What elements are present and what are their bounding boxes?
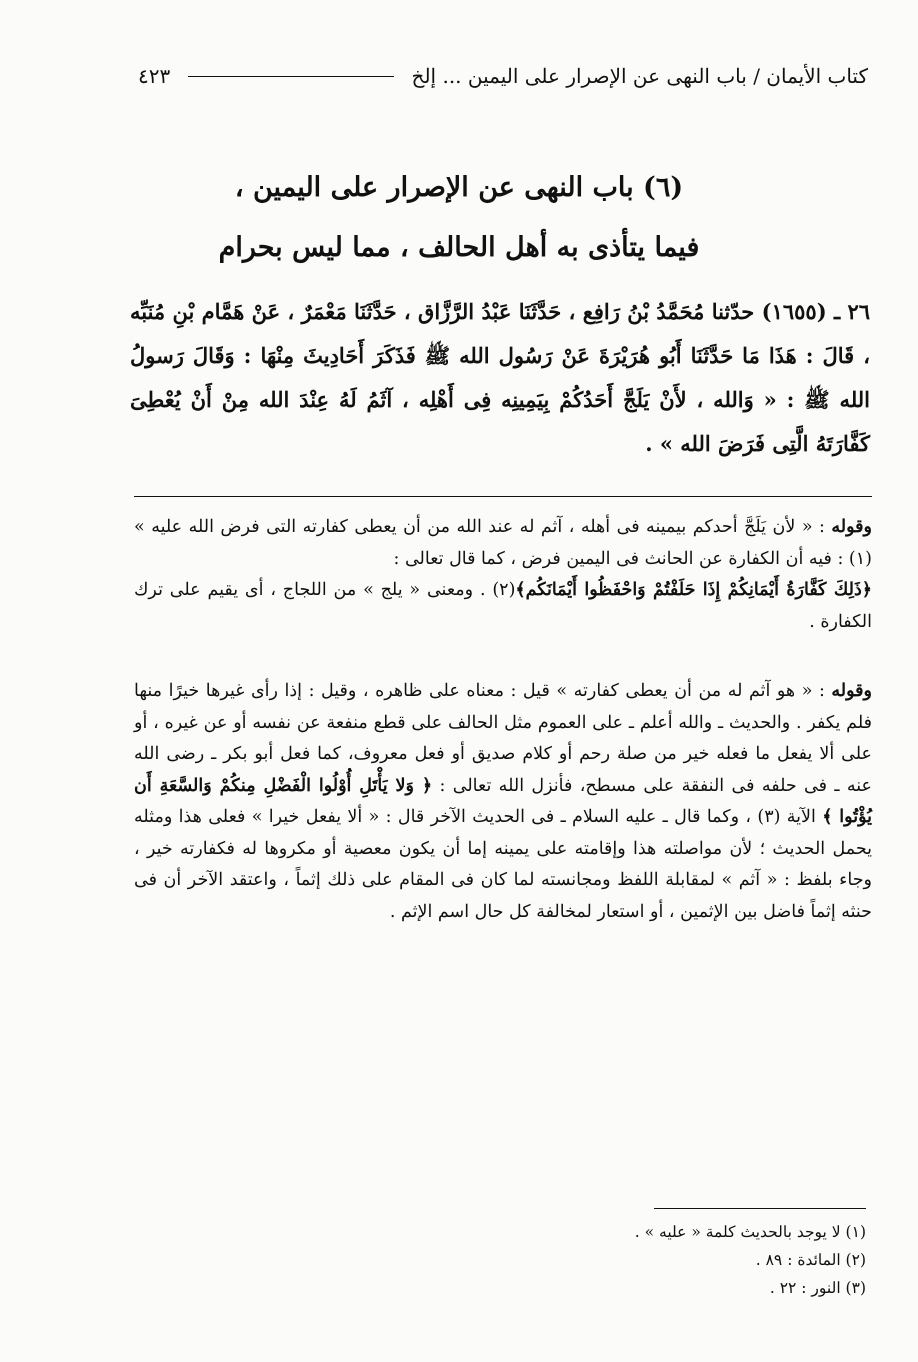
commentary-paragraph-2 [134, 676, 872, 928]
commentary-paragraph-1 [134, 512, 872, 638]
footnote-3: (٣) النور : ٢٢ . [769, 1279, 866, 1297]
running-title: كتاب الأيمان / باب النهى عن الإصرار على اليمين ... إلخ [411, 64, 868, 88]
footnote-2: (٢) المائدة : ٨٩ . [755, 1251, 866, 1269]
footnote-1: (١) لا يوجد بالحديث كلمة « عليه » . [634, 1223, 866, 1241]
footnote-divider [654, 1208, 866, 1209]
chapter-title-line-1: (٦) باب النهى عن الإصرار على اليمين ، [234, 172, 684, 203]
running-header [138, 56, 868, 96]
commentary-lead: وقوله [831, 517, 872, 537]
quran-verse: ﴿ذَلِكَ كَفَّارَةُ أَيْمَانِكُمْ إِذَا حَلَفْتُمْ وَاحْفَظُوا أَيْمَانَكُم﴾ [515, 580, 872, 600]
hadith-text: ٢٦ ـ (١٦٥٥) حدّثنا مُحَمَّدُ بْنُ رَافِع ، حَدَّثَنَا عَبْدُ الرَّزَّاق ، حَدَّثَنَا مَعْمَرٌ ، عَنْ هَمَّام بْنِ مُنَبِّه ، قَالَ : هَذَا مَا حَدَّثَنَا أَبُو هُرَيْرَةَ عَنْ رَسُول الله ﷺ فَذَكَرَ أَحَادِيثَ مِنْهَا : وَقَالَ رَسولُ الله ﷺ : « وَالله ، لأَنْ يَلَجَّ أَحَدُكُمْ بِيَمِينِه فِى أَهْلِه ، آثَمُ لَهُ عِنْدَ الله مِنْ أَنْ يُعْطِىَ كَفَّارَتَهُ الَّتِى فَرَضَ الله » . [130, 299, 871, 456]
quran-verse: ﴿ وَلا يَأْتَلِ أُوْلُوا الْفَضْلِ مِنكُمْ وَالسَّعَةِ أَن يُؤْتُوا ﴾ [134, 775, 872, 827]
commentary-text: الآية (٣) ، وكما قال ـ عليه السلام ـ فى الحديث الآخر قال : « ألا يفعل خيرا » فعلى هذا ومثله يحمل الحديث ؛ لأن مواصلته هذا وإقامته على يمينه إما أن يكون معصية أو مكروها له فكفارته خير ، وجاء بلفظ : « آثم » لمقابلة اللفظ ومجانسته لما كان فى المقام على ذلك إثماً ، واعتقد الآخر أن فى حنثه إثماً فاضل بين الإثمين ، أو استعار لمخالفة كل حال اسم الإثم . [134, 807, 872, 922]
chapter-title-line-2: فيما يتأذى به أهل الحالف ، مما ليس بحرام [218, 232, 700, 263]
commentary-text: : « هو آثم له من أن يعطى كفارته » قيل : معناه على ظاهره ، وقيل : إذا رأى غيرها خيرًا منها فلم يكفر . والحديث ـ والله أعلم ـ على العموم مثل الحالف على قطع منفعة عن نفسه أو عن غيره ، أو على ألا يفعل ما فعله خير من صلة رحم أو كلام صديق أو فعل معروف، كما فعل أبو بكر ـ رضى الله عنه ـ فى حلفه فى النفقة على مسطح، فأنزل الله تعالى : [134, 681, 872, 796]
commentary-divider [134, 496, 872, 497]
page-number: ٤٢٣ [138, 64, 171, 88]
header-rule [188, 76, 393, 77]
commentary-lead: وقوله [831, 681, 872, 701]
footnotes [446, 1218, 866, 1302]
commentary-text: (٢) . ومعنى « يلج » من اللجاج ، أى يقيم على ترك الكفارة . [134, 580, 872, 632]
commentary-text: : « لأن يَلَجَّ أحدكم بيمينه فى أهله ، آثم له عند الله من أن يعطى كفارته التى فرض الله عليه » (١) : فيه أن الكفارة عن الحانث فى اليمين فرض ، كما قال تعالى : [134, 517, 872, 569]
